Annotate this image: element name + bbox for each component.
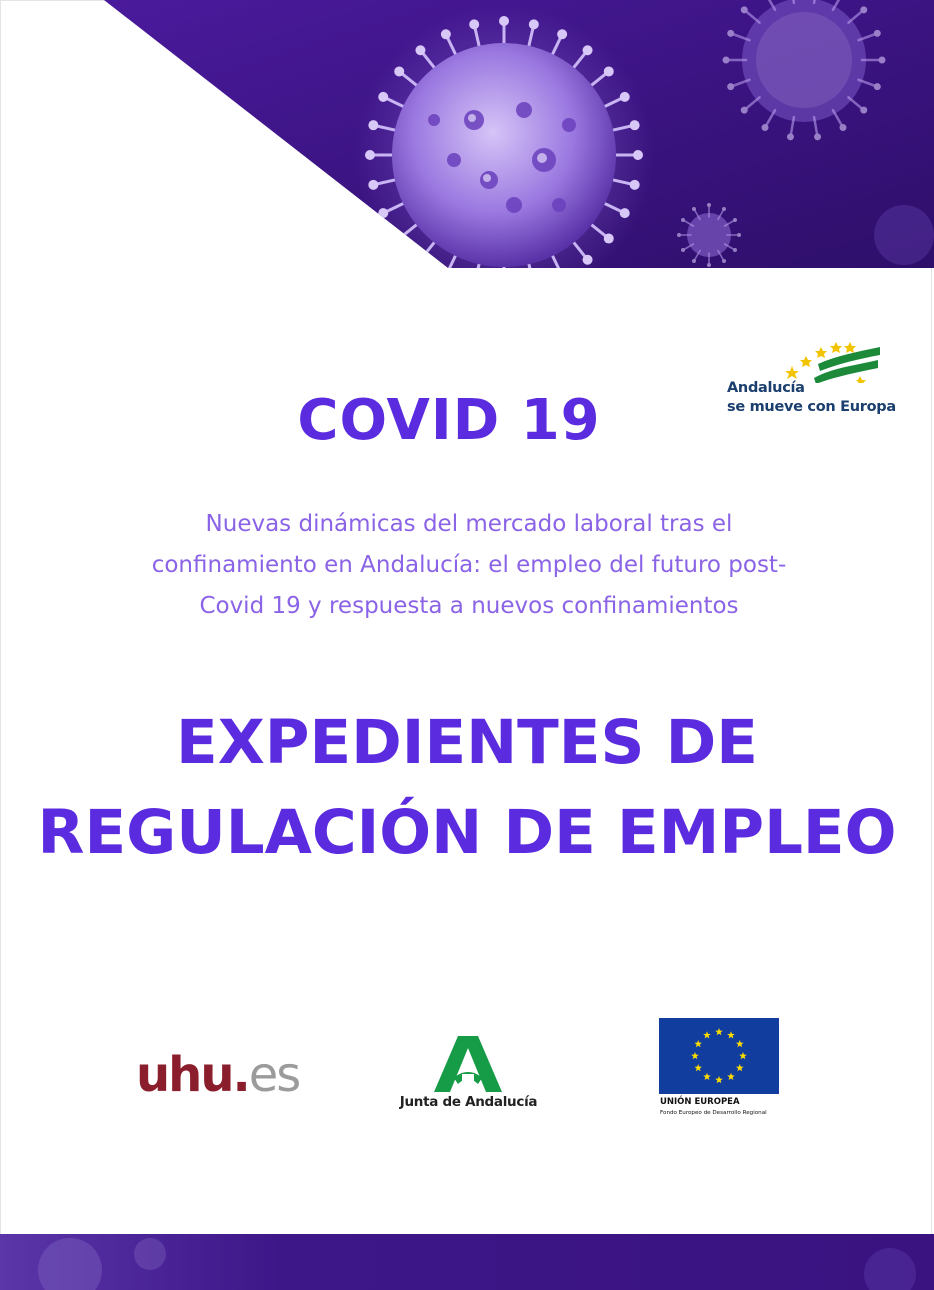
document-title: COVID 19 [297,388,601,453]
uhu-logo-main: uhu [136,1047,233,1103]
junta-andalucia-name: Junta de Andalucía [399,1094,538,1110]
footer-virus-banner [0,1234,934,1290]
union-europea-name: UNIÓN EUROPEA [660,1097,740,1107]
union-europea-fund: Fondo Europeo de Desarrollo Regional [660,1110,767,1116]
uhu-logo-suffix: es [248,1047,300,1103]
document-subtitle [80,504,858,627]
main-heading [0,698,934,878]
header-virus-banner [104,0,934,268]
andalucia-europa-line1: Andalucía [727,380,805,396]
main-heading-line: EXPEDIENTES DE [176,707,758,778]
subtitle-line: Nuevas dinámicas del mercado laboral tras el [205,511,733,537]
main-heading-line: REGULACIÓN DE EMPLEO [37,797,897,868]
union-europea-logo [659,1018,789,1122]
subtitle-line: confinamiento en Andalucía: el empleo del futuro post- [151,552,787,578]
uhu-logo [136,1047,336,1103]
uhu-logo-dot: . [232,1047,249,1103]
junta-andalucia-logo [396,1034,541,1116]
green-a-arch-icon [432,1034,504,1092]
andalucia-europa-line2: se mueve con Europa [727,399,896,415]
green-stripes-with-stars-icon [722,338,892,383]
eu-flag-icon [659,1018,779,1094]
subtitle-line: Covid 19 y respuesta a nuevos confinamientos [199,593,739,619]
